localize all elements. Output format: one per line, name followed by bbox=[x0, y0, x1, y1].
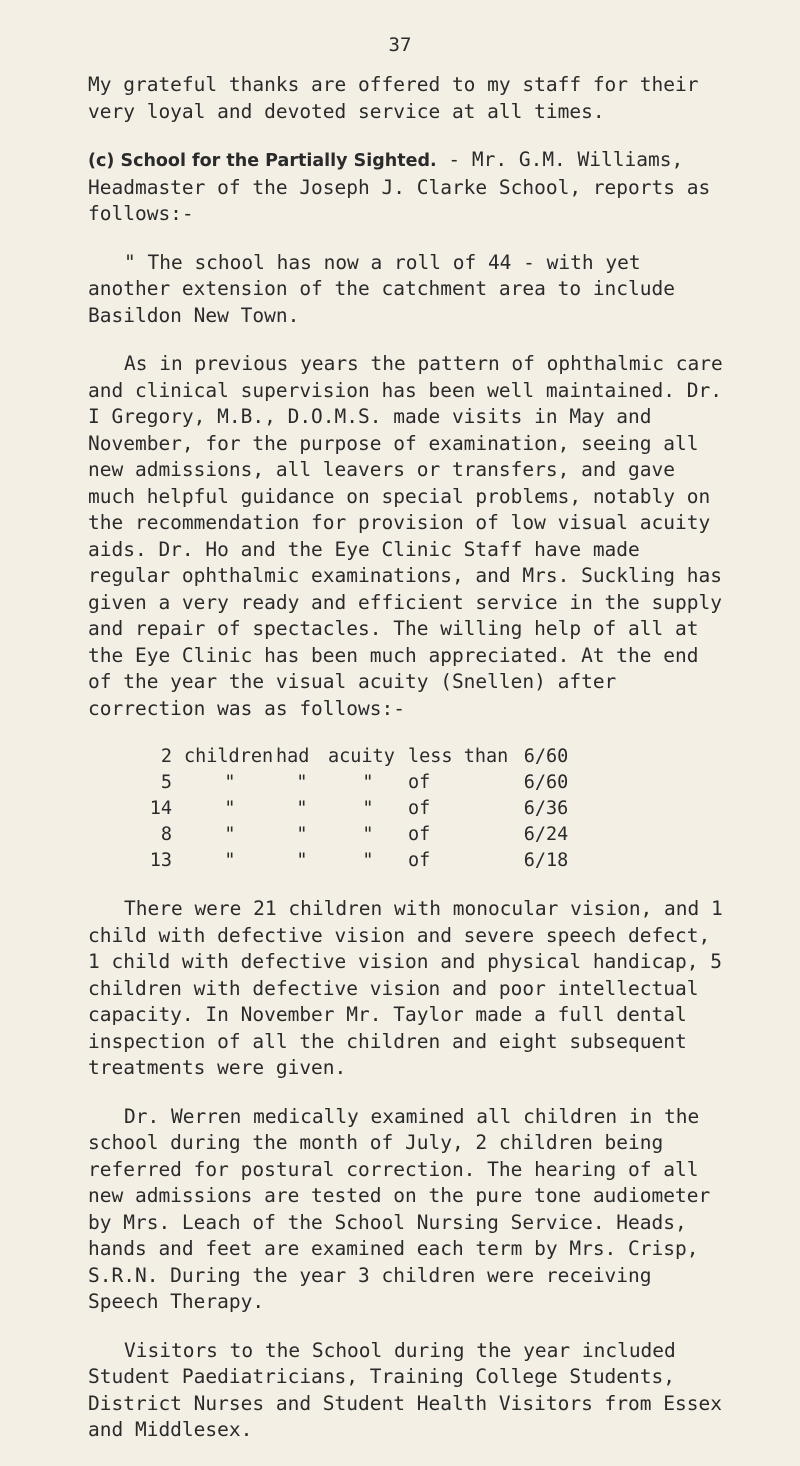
acuity-value-cell: 6/36 bbox=[523, 798, 569, 819]
ditto-cell: " bbox=[362, 772, 374, 793]
ditto-cell: " bbox=[224, 824, 236, 845]
paragraph-visitors: Visitors to the School during the year included Student Paediatricians, Training College Students, District Nurses and Student Health Visitors from Essex and Middlesex. bbox=[88, 1338, 722, 1441]
visual-acuity-table bbox=[142, 744, 568, 874]
label-cell: acuity bbox=[328, 746, 395, 767]
section-intro-text: - Mr. G.M. Williams, Headmaster of the Joseph J. Clarke School, reports as follows:- bbox=[88, 148, 711, 225]
ditto-cell: " bbox=[224, 772, 236, 793]
paragraph-roll: " The school has now a roll of 44 - with yet another extension of the catchment area to include Basildon New Town. bbox=[88, 250, 675, 327]
table-row bbox=[142, 770, 568, 796]
paragraph-monocular-vision: There were 21 children with monocular vision, and 1 child with defective vision and severe speech defect, 1 child with defective vision and physical handicap, 5 children with defective vision and poor intellectual capacity. In November Mr. Taylor made a full dental inspection of all the children and eight subsequent treatments were given. bbox=[88, 897, 723, 1079]
count-cell: 5 bbox=[160, 772, 172, 793]
ditto-cell: " bbox=[296, 772, 308, 793]
relation-cell: of bbox=[408, 798, 431, 819]
ditto-cell: " bbox=[224, 798, 236, 819]
label-cell: children bbox=[184, 746, 274, 767]
ditto-cell: " bbox=[296, 824, 308, 845]
acuity-value-cell: 6/60 bbox=[523, 772, 569, 793]
acuity-value-cell: 6/18 bbox=[523, 850, 569, 871]
ditto-cell: " bbox=[362, 798, 374, 819]
relation-cell: of bbox=[408, 772, 431, 793]
table-row bbox=[142, 796, 568, 822]
acuity-value-cell: 6/24 bbox=[523, 824, 569, 845]
section-heading: (c) School for the Partially Sighted. bbox=[88, 151, 437, 171]
count-cell: 8 bbox=[160, 824, 172, 845]
paragraph-school-intro bbox=[88, 147, 728, 228]
table-row bbox=[142, 744, 568, 770]
count-cell: 13 bbox=[149, 850, 172, 871]
ditto-cell: " bbox=[362, 850, 374, 871]
acuity-value-cell: 6/60 bbox=[523, 746, 569, 767]
ditto-cell: " bbox=[224, 850, 236, 871]
relation-cell: of bbox=[408, 824, 431, 845]
ditto-cell: " bbox=[362, 824, 374, 845]
document-body bbox=[88, 72, 728, 1466]
ditto-cell: " bbox=[296, 850, 308, 871]
label-cell: had bbox=[276, 746, 310, 767]
count-cell: 2 bbox=[160, 746, 172, 767]
page-number: 37 bbox=[388, 34, 412, 56]
relation-cell: of bbox=[408, 850, 431, 871]
paragraph-ophthalmic-care: As in previous years the pattern of ophthalmic care and clinical supervision has been well maintained. Dr. I Gregory, M.B., D.O.M.S. made visits in May and November, for the purpose of examination, seeing all new admissions, all leavers or transfers, and gave much helpful guidance on special problems, notably on the recommendation for provision of low visual acuity aids. Dr. Ho and the Eye Clinic Staff have made regular ophthalmic examinations, and Mrs. Suckling has given a very ready and efficient service in the supply and repair of spectacles. The willing help of all at the Eye Clinic has been much appreciated. At the end of the year the visual acuity (Snellen) after correction was as follows:- bbox=[88, 352, 723, 720]
count-cell: 14 bbox=[149, 798, 172, 819]
paragraph-staff-thanks: My grateful thanks are offered to my staff for their very loyal and devoted service at all times. bbox=[88, 73, 699, 123]
relation-cell: less than bbox=[408, 746, 509, 767]
ditto-cell: " bbox=[296, 798, 308, 819]
paragraph-medical-examination: Dr. Werren medically examined all children in the school during the month of July, 2 children being referred for postural correction. The hearing of all new admissions are tested on the pure tone audiometer by Mrs. Leach of the School Nursing Service. Heads, hands and feet are examined each term by Mrs. Crisp, S.R.N. During the year 3 children were receiving Speech Therapy. bbox=[88, 1104, 711, 1313]
table-row bbox=[142, 822, 568, 848]
table-row bbox=[142, 848, 568, 874]
